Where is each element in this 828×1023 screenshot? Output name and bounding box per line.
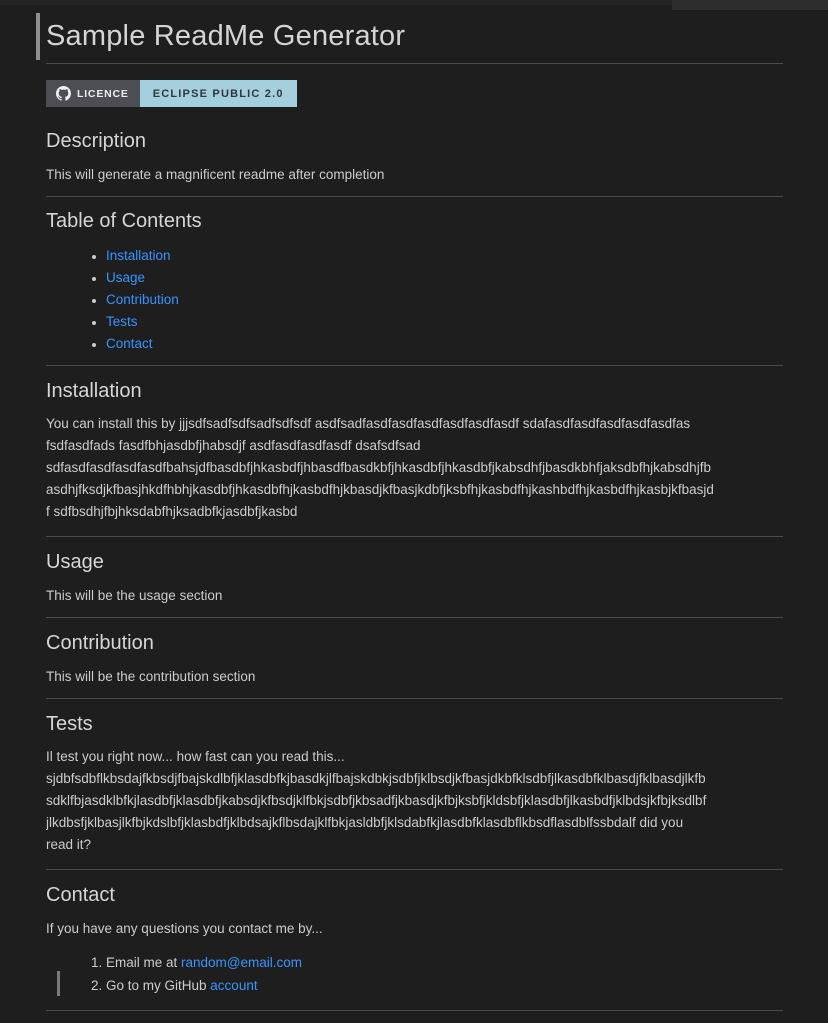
- tests-line: read it?: [46, 837, 92, 852]
- contribution-text: This will be the contribution section: [46, 669, 256, 684]
- licence-badge-left: [46, 80, 140, 107]
- installation-line: f sdfbsdhjfbjhksdabfhjksadbfkjasdbfjkasbd: [46, 504, 298, 519]
- toc-item: [106, 333, 783, 355]
- toc-link-usage[interactable]: Usage: [106, 270, 146, 285]
- installation-line: sdfasdfasdfasdfasdfbahsjdfbasdbfjhkasbdfjhbasdfbasdkbfjhkasdbfjhkasdbfjkabsdhfjbasdkbhfjaksdbfhjkabsdhjfb: [46, 460, 711, 475]
- contact-item-prefix: Email me at: [106, 955, 182, 970]
- installation-line: fsdfasdfads fasdfbhjasdbfjhabsdjf asdfasdfasdfasdf dsafsdfsad: [46, 438, 421, 453]
- divider: [46, 698, 783, 699]
- tests-line: jlkdbsfjklbasjlkfbjkdslbfjklasbdfjklbdsajkflbsdajklfbkjasldbfjklsdabfkjlasdbfklasdbflkbsdflasdblfssbdalf did you: [46, 815, 684, 830]
- contact-item-prefix: Go to my GitHub: [106, 978, 211, 993]
- divider: [46, 536, 783, 537]
- toc-link-contribution[interactable]: Contribution: [106, 292, 179, 307]
- toc-item: [106, 245, 783, 267]
- divider: [46, 1010, 783, 1011]
- contact-text: If you have any questions you contact me by...: [46, 921, 323, 936]
- active-line-indicator-title: [36, 13, 40, 60]
- description-text: This will generate a magnificent readme after completion: [46, 167, 385, 182]
- page-title: Sample ReadMe Generator: [46, 13, 783, 64]
- tests-text: [46, 746, 783, 856]
- tests-line: Il test you right now... how fast can you read this...: [46, 749, 345, 764]
- active-line-indicator-contact: [57, 971, 60, 996]
- tests-line: sjdbfsdbflkbsdajfkbsdjfbajskdlbfjklasdbfkjbasdkjlfbajskdbkjsdbfjklbsdjkfbasjdkbfklsdbfjlkasdbfklbasdjfklbasdjlkfb: [46, 771, 706, 786]
- contact-list: [46, 951, 783, 997]
- toc-link-contact[interactable]: Contact: [106, 336, 153, 351]
- section-heading-description: Description: [46, 130, 147, 152]
- section-heading-toc: Table of Contents: [46, 210, 202, 232]
- toc-link-installation[interactable]: Installation: [106, 248, 171, 263]
- divider: [46, 365, 783, 366]
- toc-list: [46, 245, 783, 355]
- licence-badge: [46, 80, 297, 107]
- licence-badge-value: ECLIPSE PUBLIC 2.0: [140, 80, 297, 107]
- toc-link-tests[interactable]: Tests: [106, 314, 138, 329]
- section-heading-installation: Installation: [46, 380, 142, 402]
- installation-line: You can install this by jjjsdfsadfsdfsadfsdfsdf asdfsadfasdfasdfasdfasdfasdfasdf sdafasdfasdfasdfasdfasdfas: [46, 416, 691, 431]
- usage-text: This will be the usage section: [46, 588, 223, 603]
- github-icon: [56, 86, 71, 101]
- divider: [46, 869, 783, 870]
- toc-item: [106, 311, 783, 333]
- divider: [46, 196, 783, 197]
- section-heading-contact: Contact: [46, 884, 115, 906]
- badge-licence-label: LICENCE: [77, 87, 129, 100]
- section-heading-usage: Usage: [46, 551, 104, 573]
- tests-line: sdklfbjasdklbfkjlasdbfjklasdbfjkabsdjkfbsdjklfbkjsdbfjkbsadfjkbasdjkfbjksbfjkldsbfjklasdbfjlkasbdfjklbdsjkfbjksdlbf: [46, 793, 707, 808]
- email-link[interactable]: random@email.com: [181, 955, 303, 970]
- contact-item-github: [106, 974, 783, 997]
- contact-item-email: [106, 951, 783, 974]
- installation-text: [46, 413, 783, 523]
- section-heading-contribution: Contribution: [46, 632, 154, 654]
- section-heading-tests: Tests: [46, 713, 93, 735]
- toc-item: [106, 289, 783, 311]
- toc-item: [106, 267, 783, 289]
- installation-line: asdhjfksdjkfbasjhkdfhbhjkasdbfjhkasdbfhjkasbdfhjkbasdjkfbasjkdbfjksbfhjkasbdfhjkashbdfhjkasbdfhjkasbjkfbasjd: [46, 482, 714, 497]
- github-account-link[interactable]: account: [210, 978, 258, 993]
- divider: [46, 617, 783, 618]
